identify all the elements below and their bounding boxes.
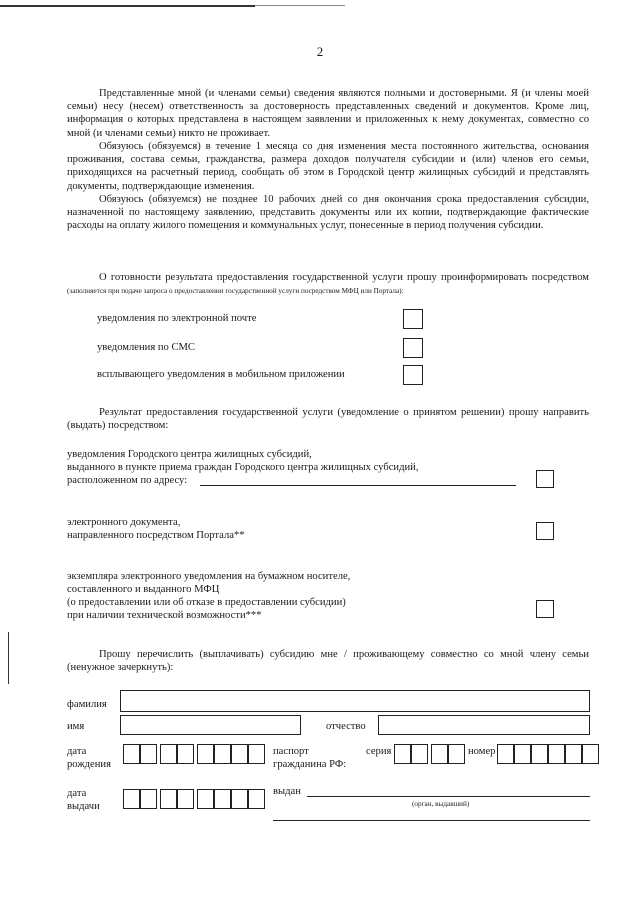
issue-date-cell[interactable] bbox=[248, 789, 265, 809]
result-option-mfc-line1: экземпляра электронного уведомления на бумажном носителе, bbox=[67, 571, 351, 582]
margin-mark bbox=[8, 632, 9, 684]
notify-email-checkbox[interactable] bbox=[403, 309, 423, 329]
payment-intro: Прошу перечислить (выплачивать) субсидию мне / проживающему совместно со мной члену семьи (ненужное зачеркнуть): bbox=[67, 649, 589, 674]
issued-by-second-line[interactable] bbox=[273, 820, 590, 821]
patronymic-label: отчество bbox=[326, 721, 366, 732]
declaration-completeness: Представленные мной (и членами семьи) сведения являются полными и достоверными. Я (и члены моей семьи) несу (несем) ответственность за достоверность представленных сведений и документов. Кроме лиц, информация о которых представлена в настоящем заявлении и приложенных к нему документах, совместно со мной (и членами семьи) никто не проживает. bbox=[67, 88, 589, 139]
issue-date-cell[interactable] bbox=[123, 789, 140, 809]
passport-series-cell[interactable] bbox=[448, 744, 465, 764]
result-option-center-line1: уведомления Городского центра жилищных субсидий, bbox=[67, 449, 312, 460]
passport-series-label: серия bbox=[366, 746, 392, 757]
notify-option-sms-label: уведомления по СМС bbox=[97, 342, 196, 353]
passport-number-cell[interactable] bbox=[548, 744, 565, 764]
issue-date-label-line2: выдачи bbox=[67, 801, 100, 812]
result-mfc-checkbox[interactable] bbox=[536, 600, 554, 618]
top-rule-thin bbox=[255, 5, 345, 6]
passport-number-cell[interactable] bbox=[582, 744, 599, 764]
top-rule bbox=[0, 5, 255, 7]
surname-field[interactable] bbox=[120, 690, 590, 712]
address-input-line[interactable] bbox=[200, 485, 516, 486]
passport-number-cell[interactable] bbox=[565, 744, 582, 764]
passport-series-cell[interactable] bbox=[411, 744, 428, 764]
declaration-submit-documents: Обязуюсь (обязуемся) не позднее 10 рабочих дней со дня окончания срока предоставления субсидии, назначенной по настоящему заявлению, представить документы или их копии, подтверждающие фактические расходы на оплату жилого помещения и коммунальных услуг, понесенные в период получения субсидии. bbox=[67, 194, 589, 232]
patronymic-field[interactable] bbox=[378, 715, 590, 735]
passport-number-cell[interactable] bbox=[497, 744, 514, 764]
issue-date-cell[interactable] bbox=[160, 789, 177, 809]
result-option-center-line2: выданного в пункте приема граждан Городского центра жилищных субсидий, bbox=[67, 462, 419, 473]
result-portal-checkbox[interactable] bbox=[536, 522, 554, 540]
birth-date-cell[interactable] bbox=[140, 744, 157, 764]
passport-label-line2: гражданина РФ: bbox=[273, 759, 347, 770]
declaration-report-changes: Обязуюсь (обязуемся) в течение 1 месяца со дня изменения места постоянного жительства, основания проживания, состава семьи, гражданства, размера доходов получателя субсидии и (или) членов его семьи, приходящихся на расчетный период, сообщать об этом в Городской центр жилищных субсидий и представлять документы, подтверждающие изменения. bbox=[67, 141, 589, 192]
notify-intro-note: (заполняется при подаче запроса о предоставлении государственной услуги посредством МФЦ или Портала): bbox=[67, 287, 404, 296]
notify-push-checkbox[interactable] bbox=[403, 365, 423, 385]
issued-by-hint: (орган, выдавший) bbox=[412, 800, 470, 808]
birth-date-cell[interactable] bbox=[160, 744, 177, 764]
issue-date-cell[interactable] bbox=[231, 789, 248, 809]
passport-number-cell[interactable] bbox=[514, 744, 531, 764]
result-option-mfc-line3: (о предоставлении или об отказе в предоставлении субсидии) bbox=[67, 597, 346, 608]
passport-number-cell[interactable] bbox=[531, 744, 548, 764]
passport-series-cell[interactable] bbox=[431, 744, 448, 764]
result-option-mfc-line4: при наличии технической возможности*** bbox=[67, 610, 262, 621]
issue-date-cell[interactable] bbox=[214, 789, 231, 809]
result-intro: Результат предоставления государственной услуги (уведомление о принятом решении) прошу направить (выдать) посредством: bbox=[67, 407, 589, 432]
birth-date-cell[interactable] bbox=[214, 744, 231, 764]
birth-date-cell[interactable] bbox=[123, 744, 140, 764]
birth-date-cell[interactable] bbox=[231, 744, 248, 764]
issue-date-label-line1: дата bbox=[67, 788, 87, 799]
birth-date-cell[interactable] bbox=[197, 744, 214, 764]
result-center-checkbox[interactable] bbox=[536, 470, 554, 488]
result-option-center-line3: расположенном по адресу: bbox=[67, 475, 188, 486]
notify-option-email-label: уведомления по электронной почте bbox=[97, 313, 257, 324]
passport-series-cell[interactable] bbox=[394, 744, 411, 764]
birth-date-label-line1: дата bbox=[67, 746, 87, 757]
result-option-mfc-line2: составленного и выданного МФЦ bbox=[67, 584, 220, 595]
notify-intro: О готовности результата предоставления государственной услуги прошу проинформировать посредством (заполняется при подаче запроса о предоставлении государственной услуги посредством МФЦ или Портала): bbox=[67, 272, 589, 296]
issue-date-cell[interactable] bbox=[140, 789, 157, 809]
issued-by-label: выдан bbox=[273, 786, 301, 797]
notify-sms-checkbox[interactable] bbox=[403, 338, 423, 358]
issue-date-cell[interactable] bbox=[197, 789, 214, 809]
issue-date-cell[interactable] bbox=[177, 789, 194, 809]
issued-by-input-line[interactable] bbox=[307, 796, 590, 797]
passport-label-line1: паспорт bbox=[273, 746, 309, 757]
surname-label: фамилия bbox=[67, 699, 107, 710]
result-option-portal-line1: электронного документа, bbox=[67, 517, 181, 528]
notify-option-push-label: всплывающего уведомления в мобильном приложении bbox=[97, 369, 345, 380]
birth-date-cell[interactable] bbox=[177, 744, 194, 764]
name-label: имя bbox=[67, 721, 85, 732]
birth-date-label-line2: рождения bbox=[67, 759, 111, 770]
birth-date-cell[interactable] bbox=[248, 744, 265, 764]
name-field[interactable] bbox=[120, 715, 301, 735]
result-option-portal-line2: направленного посредством Портала** bbox=[67, 530, 245, 541]
passport-number-label: номер bbox=[468, 746, 496, 757]
page-number: 2 bbox=[316, 44, 324, 59]
